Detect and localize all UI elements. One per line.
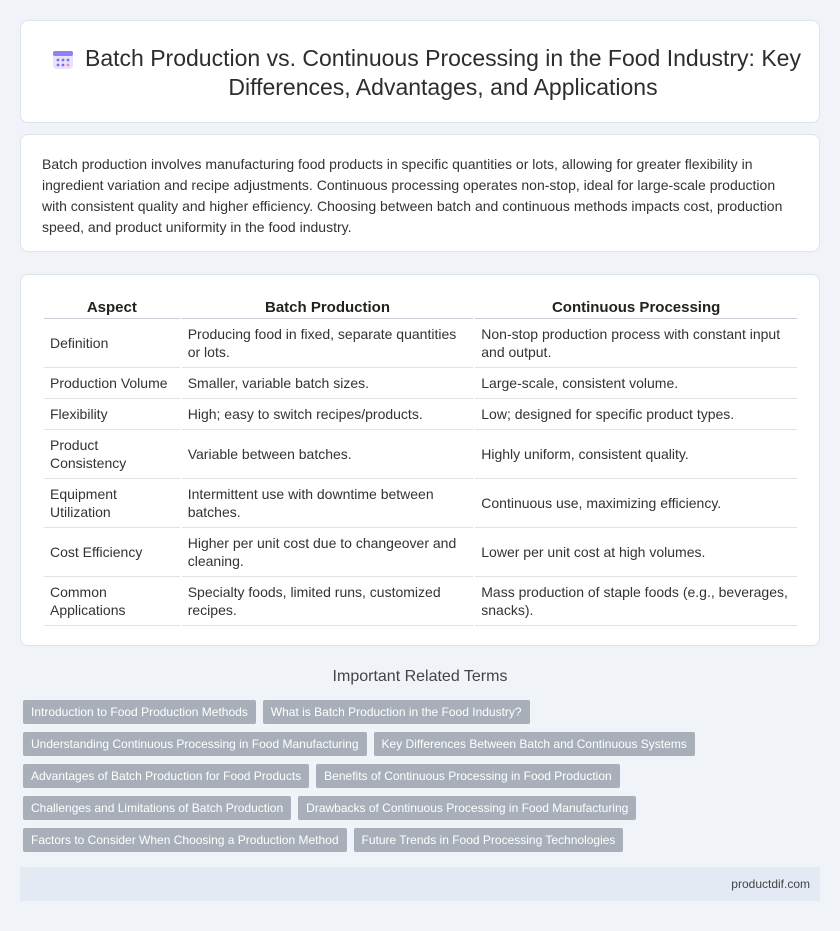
- related-term-tag[interactable]: Challenges and Limitations of Batch Production: [23, 796, 291, 820]
- footer-bar: [20, 867, 820, 901]
- table-row: [44, 430, 797, 479]
- related-term-tag[interactable]: Advantages of Batch Production for Food Products: [23, 764, 309, 788]
- table-cell: Highly uniform, consistent quality.: [475, 430, 797, 479]
- table-cell: Mass production of staple foods (e.g., beverages, snacks).: [475, 577, 797, 626]
- intro-card: [20, 134, 820, 252]
- table-cell: Intermittent use with downtime between batches.: [182, 479, 474, 528]
- table-cell: Definition: [44, 319, 180, 368]
- table-cell: Producing food in fixed, separate quantities or lots.: [182, 319, 474, 368]
- comparison-table-card: [20, 274, 820, 646]
- table-cell: Large-scale, consistent volume.: [475, 368, 797, 399]
- table-cell: Production Volume: [44, 368, 180, 399]
- related-term-tag[interactable]: Benefits of Continuous Processing in Food Production: [316, 764, 620, 788]
- table-cell: Cost Efficiency: [44, 528, 180, 577]
- table-row: [44, 319, 797, 368]
- table-header-row: [44, 295, 797, 319]
- tag-row: [23, 796, 823, 820]
- table-cell: Product Consistency: [44, 430, 180, 479]
- tag-row: [23, 700, 823, 724]
- column-header-batch: Batch Production: [182, 295, 474, 319]
- table-cell: High; easy to switch recipes/products.: [182, 399, 474, 430]
- table-cell: Smaller, variable batch sizes.: [182, 368, 474, 399]
- column-header-aspect: Aspect: [44, 295, 180, 319]
- related-term-tag[interactable]: Key Differences Between Batch and Continuous Systems: [374, 732, 695, 756]
- table-row: [44, 399, 797, 430]
- page-title: Batch Production vs. Continuous Processing in the Food Industry: Key Differences, Advantages, and Applications: [85, 44, 801, 100]
- table-row: [44, 528, 797, 577]
- column-header-continuous: Continuous Processing: [475, 295, 797, 319]
- related-terms-list: [23, 700, 823, 860]
- comparison-table: [42, 295, 799, 626]
- table-cell: Flexibility: [44, 399, 180, 430]
- header-card: [20, 20, 820, 123]
- table-cell: Common Applications: [44, 577, 180, 626]
- related-terms-heading: Important Related Terms: [332, 668, 508, 685]
- table-row: [44, 479, 797, 528]
- tag-row: [23, 828, 823, 852]
- table-row: [44, 577, 797, 626]
- table-cell: Equipment Utilization: [44, 479, 180, 528]
- footer-site-name: productdif.com: [731, 877, 810, 891]
- table-cell: Variable between batches.: [182, 430, 474, 479]
- table-cell: Low; designed for specific product types.: [475, 399, 797, 430]
- related-term-tag[interactable]: Factors to Consider When Choosing a Production Method: [23, 828, 347, 852]
- intro-paragraph: Batch production involves manufacturing food products in specific quantities or lots, allowing for greater flexibility in ingredient variation and recipe adjustments. Continuous processing operates non-stop, ideal for large-scale production with consistent quality and higher efficiency. Choosing between batch and continuous methods impacts cost, production speed, and product uniformity in the food industry.: [42, 156, 783, 235]
- related-term-tag[interactable]: Introduction to Food Production Methods: [23, 700, 256, 724]
- related-term-tag[interactable]: Understanding Continuous Processing in Food Manufacturing: [23, 732, 367, 756]
- tag-row: [23, 764, 823, 788]
- related-term-tag[interactable]: Future Trends in Food Processing Technologies: [354, 828, 624, 852]
- related-term-tag[interactable]: Drawbacks of Continuous Processing in Food Manufacturing: [298, 796, 636, 820]
- table-cell: Lower per unit cost at high volumes.: [475, 528, 797, 577]
- table-cell: Specialty foods, limited runs, customized recipes.: [182, 577, 474, 626]
- related-term-tag[interactable]: What is Batch Production in the Food Industry?: [263, 700, 530, 724]
- tag-row: [23, 732, 823, 756]
- table-cell: Higher per unit cost due to changeover and cleaning.: [182, 528, 474, 577]
- table-row: [44, 368, 797, 399]
- table-cell: Continuous use, maximizing efficiency.: [475, 479, 797, 528]
- table-cell: Non-stop production process with constant input and output.: [475, 319, 797, 368]
